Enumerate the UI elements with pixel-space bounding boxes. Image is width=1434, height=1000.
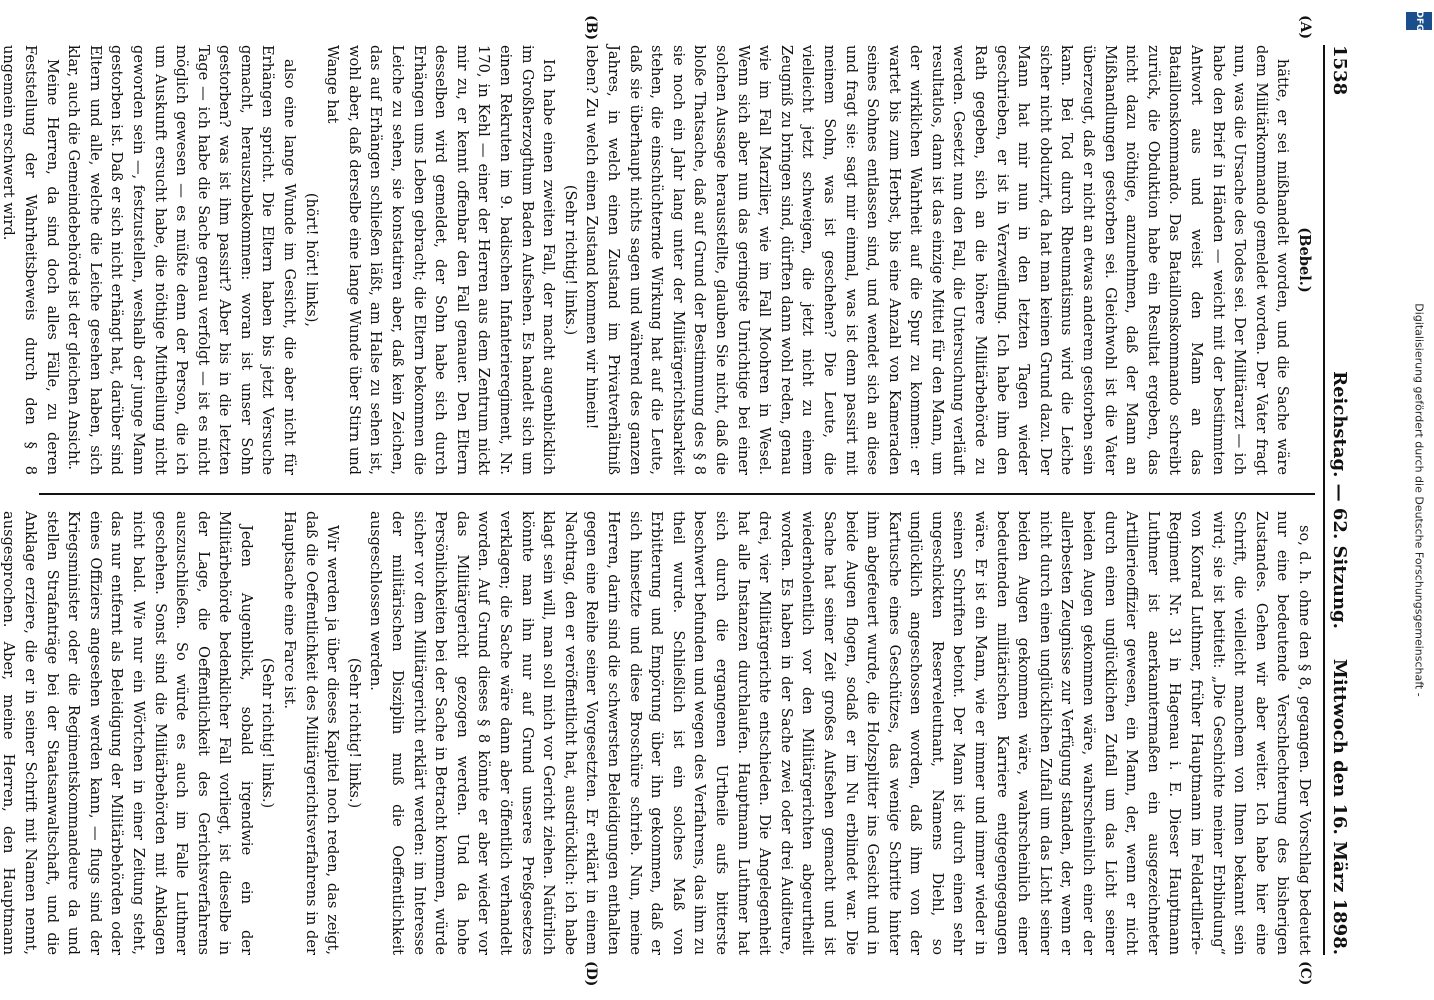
paragraph: hätte, er sei mißhandelt worden, und die Sache wäre dem Militärkommando gemeldet worden. Der Vater fragt nun, was die Ursache des Todes sei. Der Militärarzt — ich habe den Brief in Händen — weicht mit der bestimmten Antwort aus und weist den Mann an das Bataillonskommando. Das Bataillonskommando schreibt zurück, die Obduktion habe ein Resultat ergeben, das nicht dazu nöthige, anzunehmen, daß der Mann an Mißhandlungen gestorben sei. Gleichwohl ist die Vater überzeugt, daß er nicht an etwas anderem gestorben sein kann. Bei Tod durch Rheumatismus wird die Leiche sicher nicht obduzirt, da hat man keinen Grund dazu. Der Mann hat mir nun in den letzten Tagen wieder geschrieben, er ist in Verzweiflung. Ich habe ihm den Rath gegeben, sich an die höhere Militärbehörde zu werden. Gesetzt nun den Fall, die Untersuchung verläuft resultatlos, dann ist das einzige Mittel für den Mann, um der wirklichen Wahrheit auf die Spur zu kommen: er wartet bis zum Herbst, bis eine Anzahl von Kameraden seines Sohnes entlassen sind, und wendet sich an diese und fragt sie: sagt mir einmal, was ist denn passirt mit meinem Sohn, was ist geschehen? Die Leute, die vielleicht jetzt schweigen, die jetzt nicht zu einem Zeugniß zu bringen sind, dürften dann wohl reden, genau wie im Fall Marzilier, wie im Fall Moohren in Wesel. Wenn sich aber nun das geringste Unrichtige bei einer solchen Aussage herausstellte, glauben Sie nicht, daß die bloße Thatsache, daß auf Grund der Bestimmung des § 8 sie noch ein Jahr lang unter der Militärgerichtsbarkeit stehen, die einschüchternde Wirkung hat auf die Leute, daß sie überhaupt nichts sagen und während des ganzen Jahres, in welch einen Zustand im Privatverhältniß leben? Zu welch einen Zustand kommen wir hinein! bbox=[583, 45, 1292, 475]
digitization-credit bbox=[1404, 0, 1434, 1000]
page-number: 1538 bbox=[1329, 45, 1350, 96]
margin-marker-d: (D) bbox=[583, 961, 599, 987]
left-column bbox=[0, 45, 1315, 475]
paragraph: Ich habe einen zweiten Fall, der macht augenblicklich im Großherzogthum Baden Aufsehen. Es handelt sich um einen Rekruten im 9. badischen Infanterieregiment, Nr. 170, in Kehl — einer der Herren aus dem Zentrum nickt mir zu, er kennt offenbar den Fall genauer. Den Eltern desselben wird gemeldet, der Sohn habe sich durch Erhängen ums Leben gebracht; die Eltern bekommen die Leiche zu sehen, sie konstatiren aber, daß kein Zeichen, das auf Erhängen schließen läßt, am Halse zu sehen ist, wohl aber, daß derselbe eine lange Wunde über Stirn und Wange hat bbox=[324, 45, 558, 475]
margin-marker-b: (B) bbox=[583, 15, 599, 41]
dfg-logo: DFG bbox=[1406, 12, 1432, 30]
paragraph: Jeden Augenblick, sobald irgendwie ein der Militärbehörde bedenklicher Fall vorliegt, ist dieselbe in der Lage, die Oeffentlichkeit des Gerichtsverfahrens auszuschließen. So würde es auch im Falle Luthmer geschehen. Sonst sind die Militärbehörden mit Anklagen nicht bald. Wie nur ein Wörtchen in einer Zeitung steht, das nur entfernt als Beleidigung der Militärbehörden oder eines Offiziers angesehen werden kann, — flugs sind der Kriegsminister oder die Regimentskommandeure da und stellen Strafanträge bei der Staatsanwaltschaft, und die Anklage erziere, die er in seiner Schrift mit Namen nennt, ausgesprochen. Aber, meine Herren, den Hauptmann bbox=[0, 511, 255, 955]
interjection: (Sehr richtig! links.) bbox=[561, 184, 579, 336]
margin-marker-c: (C) bbox=[1297, 961, 1313, 986]
paragraph: Meine Herren, da sind doch alles Fälle, zu deren Feststellung der Wahrheitsbeweis durch den § 8 ungemein erschwert wird. bbox=[0, 45, 61, 475]
paragraph: also eine lange Wunde im Gesicht, die aber nicht für Erhängen spricht. Die Eltern haben bis jetzt Versuche gemacht, herauszubekommen: woran ist unser Sohn gestorben? was ist ihm passirt? Aber bis in die letzten Tage — ich habe die Sache genau verfolgt — ist es nicht möglich gewesen — es müßte denn der Person, die ich um Auskunft ersucht habe, die nöthige Mittheilung nicht geworden sein —, festzustellen, weshalb der junge Mann gestorben ist. Daß er sich nicht erhängt hat, darüber sind Eltern und alle, welche die Leiche gesehen haben, sich klar, auch die Gemeindebehörde ist der gleichen Ansicht. bbox=[65, 45, 299, 475]
paragraph: Wir werden ja über dieses Kapitel noch reden, das zeigt, daß die Oeffentlichkeit des Militärgerichtsverfahrens in der Hauptsache eine Farce ist. bbox=[281, 511, 342, 955]
interjection: (Sehr richtig! links.) bbox=[259, 657, 277, 809]
session-title: Reichstag. — 62. Sitzung. bbox=[1329, 371, 1350, 629]
margin-marker-a: (A) bbox=[1297, 15, 1313, 40]
session-date: Mittwoch den 16. März 1898. bbox=[1329, 658, 1350, 955]
rotated-page bbox=[0, 15, 1359, 987]
speaker-name: (Bebel.) bbox=[1296, 227, 1313, 293]
page-header bbox=[1323, 45, 1359, 955]
paragraph: so, d. h. ohne den § 8, gegangen. Der Vorschlag bedeutet nur eine bedeutende Verschlechterung des bisherigen Zustandes. Gehen wir aber weiter. Ich habe hier eine Schrift, die vielleicht manchem von Ihnen bekannt sein wird; sie ist betitelt: „Die Geschichte meiner Erblindung“ von Konrad Luthmer, früher Hauptmann im Feldartillerie-Regiment Nr. 31 in Hagenau i. E. Dieser Hauptmann Luthmer ist anerkanntermaßen ein ausgezeichneter Artillerieoffizier gewesen, ein Mann, der, wenn er nicht durch einen unglücklichen Zufall um das Licht seiner beiden Augen gekommen wäre, wahrscheinlich einer der allerbesten Zeugnisse zur Verfügung standen, der, wenn er nicht durch einen unglücklichen Zufall um das Licht seiner beiden Augen gekommen wäre, wahrscheinlich einer bedeutenden militärischen Karriere entgegengegangen wäre. Er ist ein Mann, wie er immer und immer wieder in seinen Schriften betont. Der Mann ist durch einen sehr ungeschickten Reserveleutnant, Namens Diehl, so unglücklich angeschossen worden, daß ihm von der Kartusche eines Geschützes, das wenige Schritte hinter ihm abgefeuert wurde, die Holzsplitter ins Gesicht und in beide Augen flogen, sodaß er im Nu erblindet war. Die Sache hat seiner Zeit großes Aufsehen gemacht und ist wiederholentlich vor den Militärgerichten abgeurtheilt worden. Es haben in der Sache zwei oder drei Auditeure, drei, vier Militärgerichte entschieden. Die Angelegenheit hat alle Instanzen durchlaufen. Hauptmann Luthmer hat sich durch die ergangenen Urtheile aufs bitterste beschwert befunden und wegen des Verfahrens, das ihm zu theil wurde. Schließlich ist ein solches Maß von Erbitterung und Empörung über ihn gekommen, daß er sich hinsetzte und diese Broschüre schrieb. Nun, meine Herren, darin sind die schwersten Beleidigungen enthalten gegen eine Reihe seiner Vorgesetzten. Er erklärt in einem Nachtrag, den er veröffentlicht hat, ausdrücklich: ich habe klagt sein will, man soll mich vor Gericht ziehen. Natürlich könnte man ihn nur auf Grund unseres Preßgesetzes verklagen; die Sache wäre dann aber öffentlich verhandelt worden. Auf Grund dieses § 8 könnte er aber wieder vor das Militärgericht gezogen werden. Und da hohe Persönlichkeiten bei der Sache in Betracht kommen, würde sicher vor dem Militärgericht erklärt werden: im Interesse der militärischen Disziplin muß die Oeffentlichkeit ausgeschlossen werden. bbox=[367, 511, 1313, 955]
credit-text: Digitalisierung gefördert durch die Deutsche Forschungsgemeinschaft - bbox=[1412, 303, 1426, 697]
column-divider bbox=[39, 493, 1315, 495]
interjection: (hört! hört! links), bbox=[302, 192, 320, 328]
interjection: (Sehr richtig! links.) bbox=[345, 657, 363, 809]
right-column bbox=[0, 511, 1315, 955]
